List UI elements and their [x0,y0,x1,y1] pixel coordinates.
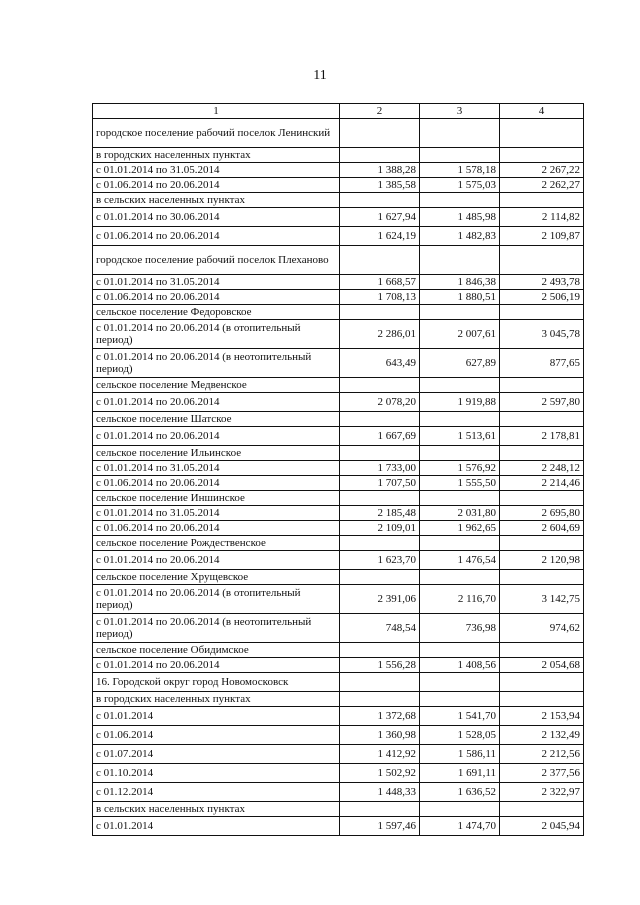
table-row [93,393,584,412]
table-row [93,412,584,427]
value-col-3: 1 919,88 [420,393,500,412]
value-col-4: 2 267,22 [500,163,584,178]
value-col-4: 2 322,97 [500,783,584,802]
table-row [93,476,584,491]
value-col-4: 2 377,56 [500,764,584,783]
value-col-2: 1 667,69 [340,427,420,446]
value-col-3: 1 578,18 [420,163,500,178]
value-col-3 [420,491,500,506]
table-row [93,585,584,614]
value-col-4 [500,378,584,393]
row-label: сельское поселение Шатское [93,412,340,427]
value-col-3 [420,246,500,275]
row-label: с 01.01.2014 по 20.06.2014 [93,551,340,570]
row-label: с 01.01.2014 по 20.06.2014 [93,427,340,446]
value-col-4 [500,193,584,208]
row-label: с 01.10.2014 [93,764,340,783]
table-row [93,349,584,378]
value-col-4: 2 114,82 [500,208,584,227]
table-row [93,551,584,570]
value-col-3: 1 528,05 [420,726,500,745]
table-row [93,378,584,393]
value-col-2: 1 448,33 [340,783,420,802]
value-col-3 [420,119,500,148]
column-header-2: 2 [340,104,420,119]
row-label: с 01.01.2014 [93,707,340,726]
value-col-4 [500,570,584,585]
row-label: сельское поселение Хрущевское [93,570,340,585]
row-label: в городских населенных пунктах [93,692,340,707]
row-label: с 01.01.2014 по 30.06.2014 [93,208,340,227]
value-col-3: 1 880,51 [420,290,500,305]
row-label: с 01.01.2014 по 20.06.2014 (в неотопительный период) [93,614,340,643]
value-col-4: 2 153,94 [500,707,584,726]
row-label: с 01.12.2014 [93,783,340,802]
value-col-2: 2 185,48 [340,506,420,521]
row-label: с 01.07.2014 [93,745,340,764]
row-label: с 01.01.2014 по 31.05.2014 [93,461,340,476]
value-col-2 [340,119,420,148]
value-col-2 [340,378,420,393]
table-row [93,643,584,658]
value-col-3: 1 513,61 [420,427,500,446]
value-col-4: 2 054,68 [500,658,584,673]
row-label: с 01.01.2014 по 20.06.2014 (в неотопительный период) [93,349,340,378]
value-col-4: 2 214,46 [500,476,584,491]
row-label: 16. Городской округ город Новомосковск [93,673,340,692]
table-row [93,148,584,163]
value-col-2: 2 391,06 [340,585,420,614]
row-label: сельское поселение Федоровское [93,305,340,320]
value-col-2 [340,148,420,163]
row-label: с 01.06.2014 по 20.06.2014 [93,178,340,193]
value-col-4: 2 178,81 [500,427,584,446]
value-col-2 [340,412,420,427]
value-col-3 [420,692,500,707]
row-label: с 01.01.2014 по 31.05.2014 [93,163,340,178]
value-col-4: 3 142,75 [500,585,584,614]
table-row [93,178,584,193]
value-col-3: 1 555,50 [420,476,500,491]
value-col-4: 2 597,80 [500,393,584,412]
value-col-4 [500,802,584,817]
value-col-2 [340,802,420,817]
value-col-3: 1 962,65 [420,521,500,536]
value-col-3: 1 474,70 [420,817,500,836]
table-row [93,707,584,726]
row-label: с 01.01.2014 по 20.06.2014 [93,658,340,673]
value-col-2 [340,692,420,707]
value-col-2 [340,446,420,461]
value-col-4 [500,673,584,692]
row-label: в сельских населенных пунктах [93,802,340,817]
value-col-3: 1 408,56 [420,658,500,673]
value-col-2: 1 624,19 [340,227,420,246]
value-col-4: 2 212,56 [500,745,584,764]
row-label: с 01.06.2014 по 20.06.2014 [93,227,340,246]
row-label: с 01.01.2014 по 20.06.2014 (в отопительный период) [93,320,340,349]
table-row [93,193,584,208]
table-row [93,726,584,745]
page-number: 11 [313,68,327,83]
value-col-2: 1 372,68 [340,707,420,726]
row-label: сельское поселение Ильинское [93,446,340,461]
value-col-4 [500,246,584,275]
value-col-2 [340,536,420,551]
row-label: сельское поселение Обидимское [93,643,340,658]
table-row [93,536,584,551]
value-col-2: 2 286,01 [340,320,420,349]
value-col-2 [340,570,420,585]
row-label: с 01.06.2014 [93,726,340,745]
value-col-3: 1 541,70 [420,707,500,726]
value-col-2 [340,246,420,275]
value-col-4: 877,65 [500,349,584,378]
value-col-3: 1 485,98 [420,208,500,227]
value-col-2: 1 502,92 [340,764,420,783]
value-col-4: 2 506,19 [500,290,584,305]
row-label: с 01.06.2014 по 20.06.2014 [93,476,340,491]
row-label: в сельских населенных пунктах [93,193,340,208]
value-col-3 [420,570,500,585]
value-col-4: 2 132,49 [500,726,584,745]
value-col-2: 1 623,70 [340,551,420,570]
value-col-4 [500,536,584,551]
value-col-2 [340,643,420,658]
value-col-2: 2 078,20 [340,393,420,412]
row-label: сельское поселение Медвенское [93,378,340,393]
value-col-3: 1 482,83 [420,227,500,246]
value-col-3: 1 476,54 [420,551,500,570]
table-row [93,745,584,764]
value-col-2: 1 385,58 [340,178,420,193]
value-col-4: 2 109,87 [500,227,584,246]
table-row [93,658,584,673]
table-row [93,163,584,178]
value-col-2: 1 707,50 [340,476,420,491]
table-row [93,446,584,461]
value-col-3: 1 846,38 [420,275,500,290]
row-label: с 01.01.2014 по 31.05.2014 [93,275,340,290]
row-label: городское поселение рабочий поселок Плеханово [93,246,340,275]
value-col-3 [420,305,500,320]
table-row [93,764,584,783]
value-col-4 [500,305,584,320]
value-col-3 [420,536,500,551]
table-row [93,673,584,692]
value-col-2 [340,673,420,692]
table-row [93,305,584,320]
value-col-3: 2 031,80 [420,506,500,521]
value-col-2: 1 360,98 [340,726,420,745]
value-col-3: 627,89 [420,349,500,378]
table-row [93,506,584,521]
value-col-4 [500,491,584,506]
row-label: с 01.01.2014 по 20.06.2014 (в отопительный период) [93,585,340,614]
value-col-2 [340,491,420,506]
value-col-4: 3 045,78 [500,320,584,349]
value-col-2: 1 556,28 [340,658,420,673]
row-label: городское поселение рабочий поселок Ленинский [93,119,340,148]
value-col-2: 643,49 [340,349,420,378]
value-col-3: 2 007,61 [420,320,500,349]
value-col-4: 2 493,78 [500,275,584,290]
value-col-4 [500,148,584,163]
value-col-4 [500,412,584,427]
value-col-3 [420,802,500,817]
value-col-3: 1 576,92 [420,461,500,476]
table-row [93,461,584,476]
row-label: с 01.01.2014 [93,817,340,836]
value-col-2: 1 597,46 [340,817,420,836]
table-row [93,320,584,349]
table-row [93,208,584,227]
value-col-2: 1 733,00 [340,461,420,476]
value-col-2: 1 627,94 [340,208,420,227]
value-col-2: 748,54 [340,614,420,643]
value-col-3: 736,98 [420,614,500,643]
value-col-3: 1 586,11 [420,745,500,764]
value-col-2 [340,193,420,208]
table-row [93,783,584,802]
value-col-2: 2 109,01 [340,521,420,536]
table-header-row [93,104,584,119]
row-label: с 01.01.2014 по 31.05.2014 [93,506,340,521]
value-col-2: 1 412,92 [340,745,420,764]
row-label: в городских населенных пунктах [93,148,340,163]
value-col-3: 1 575,03 [420,178,500,193]
table-row [93,427,584,446]
value-col-4: 2 695,80 [500,506,584,521]
column-header-3: 3 [420,104,500,119]
value-col-3 [420,378,500,393]
value-col-2: 1 388,28 [340,163,420,178]
value-col-3 [420,148,500,163]
value-col-4 [500,643,584,658]
table-row [93,521,584,536]
table-row [93,491,584,506]
row-label: с 01.01.2014 по 20.06.2014 [93,393,340,412]
value-col-4: 2 604,69 [500,521,584,536]
row-label: сельское поселение Иншинское [93,491,340,506]
value-col-4: 2 248,12 [500,461,584,476]
tariff-table [92,103,584,836]
value-col-3: 1 691,11 [420,764,500,783]
value-col-4: 974,62 [500,614,584,643]
column-header-4: 4 [500,104,584,119]
row-label: с 01.06.2014 по 20.06.2014 [93,521,340,536]
table-row [93,290,584,305]
value-col-3 [420,446,500,461]
value-col-4: 2 045,94 [500,817,584,836]
value-col-3 [420,673,500,692]
value-col-4: 2 120,98 [500,551,584,570]
value-col-4: 2 262,27 [500,178,584,193]
table-row [93,227,584,246]
table-row [93,817,584,836]
value-col-2: 1 668,57 [340,275,420,290]
value-col-2 [340,305,420,320]
value-col-3: 2 116,70 [420,585,500,614]
table-row [93,119,584,148]
value-col-4 [500,692,584,707]
value-col-3 [420,193,500,208]
value-col-4 [500,446,584,461]
row-label: сельское поселение Рождественское [93,536,340,551]
table-row [93,692,584,707]
value-col-2: 1 708,13 [340,290,420,305]
table-row [93,614,584,643]
table-row [93,570,584,585]
table-row [93,802,584,817]
table-row [93,246,584,275]
value-col-3: 1 636,52 [420,783,500,802]
value-col-4 [500,119,584,148]
column-header-1: 1 [93,104,340,119]
value-col-3 [420,412,500,427]
table-row [93,275,584,290]
row-label: с 01.06.2014 по 20.06.2014 [93,290,340,305]
value-col-3 [420,643,500,658]
